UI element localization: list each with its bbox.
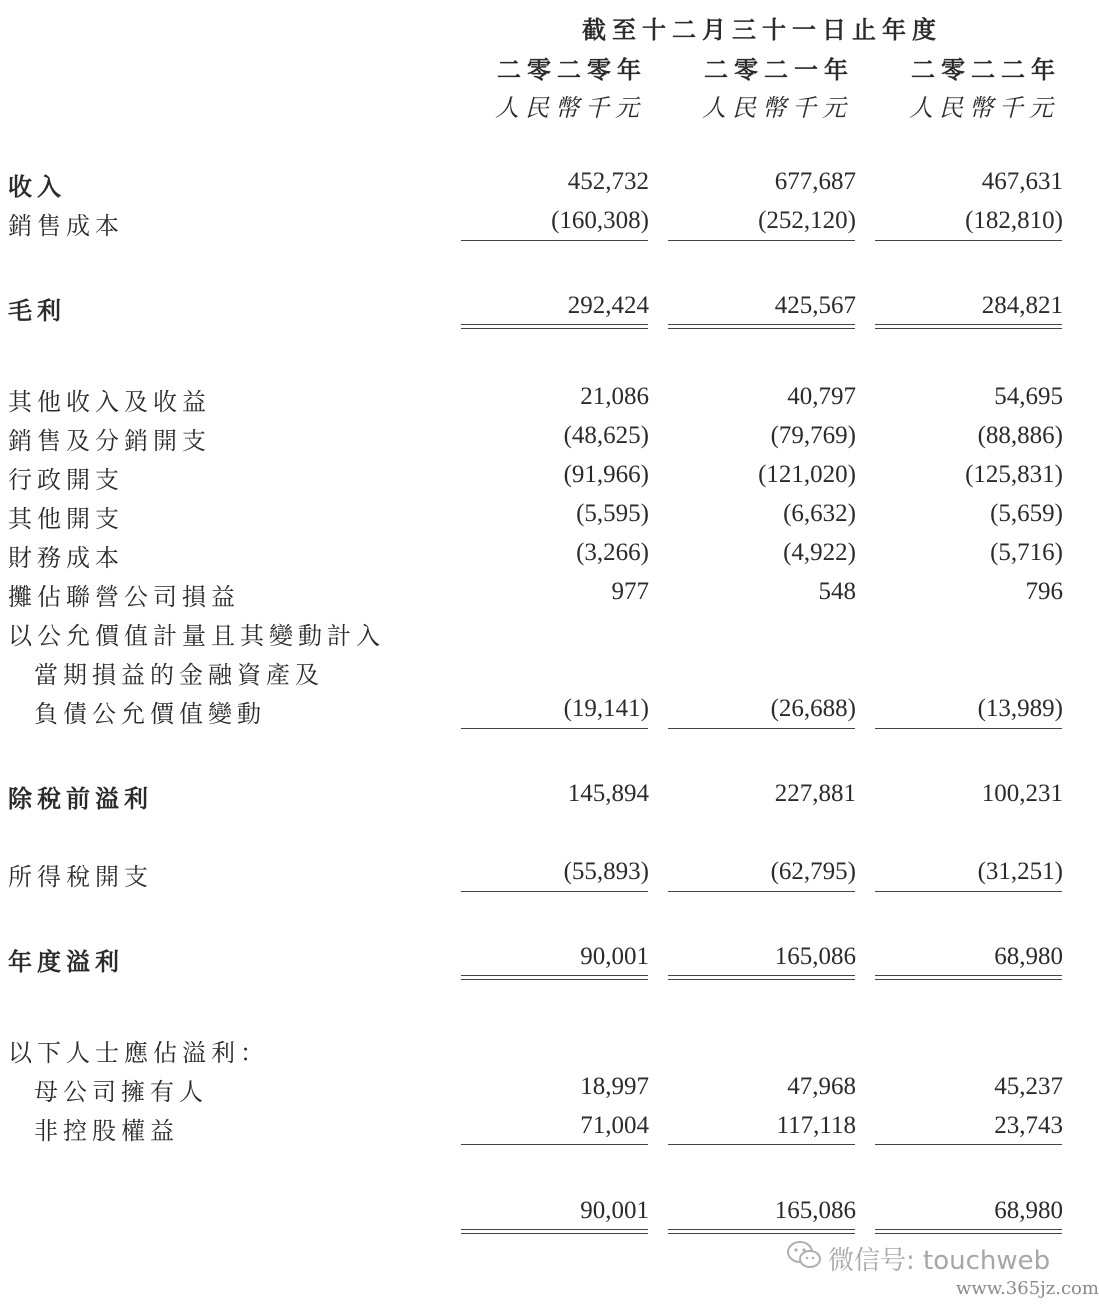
profit-for-year-2020: 90,001 [580, 943, 649, 970]
cost-of-sales-2022: (182,810) [965, 207, 1063, 234]
row-label-other-income: 其他收入及收益 [8, 388, 211, 416]
admin-expenses-2020: (91,966) [563, 461, 649, 488]
total-double-rule [461, 975, 648, 980]
row-label-attributable: 以下人士應佔溢利： [8, 1039, 269, 1067]
admin-expenses-2021: (121,020) [758, 461, 856, 488]
year-header-2022: 二零二二年 [911, 56, 1061, 84]
income-tax-2022: (31,251) [977, 858, 1063, 885]
row-label-profit-before-tax: 除稅前溢利 [8, 785, 153, 813]
revenue-2022: 467,631 [981, 168, 1063, 195]
non-controlling-2020: 71,004 [580, 1112, 649, 1139]
share-of-associate-2021: 548 [818, 578, 856, 605]
subtotal-rule [668, 240, 855, 241]
total-2021: 165,086 [774, 1197, 856, 1224]
fair-value-change-2022: (13,989) [977, 695, 1063, 722]
other-income-2020: 21,086 [580, 383, 649, 410]
selling-expenses-2020: (48,625) [563, 422, 649, 449]
total-2022: 68,980 [994, 1197, 1063, 1224]
row-label-gross-profit: 毛利 [8, 297, 66, 325]
owners-of-parent-2021: 47,968 [787, 1073, 856, 1100]
profit-before-tax-2021: 227,881 [774, 780, 856, 807]
income-tax-2021: (62,795) [770, 858, 856, 885]
subtotal-rule [668, 891, 855, 892]
row-label-selling-expenses: 銷售及分銷開支 [8, 427, 211, 455]
wechat-icon [786, 1240, 822, 1270]
total-double-rule [875, 324, 1062, 329]
watermark-site: www.365jz.com [956, 1278, 1099, 1299]
unit-header-2020: 人民幣千元 [495, 94, 645, 122]
subtotal-rule [461, 891, 648, 892]
unit-header-2022: 人民幣千元 [909, 94, 1059, 122]
year-header-2020: 二零二零年 [497, 56, 647, 84]
watermark-wechat: 微信号: touchweb [828, 1246, 1051, 1276]
revenue-2021: 677,687 [774, 168, 856, 195]
cost-of-sales-2020: (160,308) [551, 207, 649, 234]
period-header: 截至十二月三十一日止年度 [582, 16, 942, 44]
subtotal-rule [875, 728, 1062, 729]
share-of-associate-2020: 977 [611, 578, 649, 605]
total-double-rule [875, 1229, 1062, 1234]
non-controlling-2021: 117,118 [776, 1112, 856, 1139]
other-expenses-2020: (5,595) [576, 500, 649, 527]
row-label-profit-for-year: 年度溢利 [8, 948, 124, 976]
row-label-fair-value-line-1: 以公允價值計量且其變動計入 [8, 622, 385, 650]
selling-expenses-2022: (88,886) [977, 422, 1063, 449]
selling-expenses-2021: (79,769) [770, 422, 856, 449]
subtotal-rule [461, 728, 648, 729]
row-label-income-tax: 所得稅開支 [8, 863, 153, 891]
total-double-rule [461, 1229, 648, 1234]
owners-of-parent-2022: 45,237 [994, 1073, 1063, 1100]
finance-costs-2021: (4,922) [783, 539, 856, 566]
row-label-cost-of-sales: 銷售成本 [8, 212, 124, 240]
gross-profit-2021: 425,567 [774, 292, 856, 319]
revenue-2020: 452,732 [567, 168, 649, 195]
other-income-2021: 40,797 [787, 383, 856, 410]
owners-of-parent-2020: 18,997 [580, 1073, 649, 1100]
fair-value-change-2020: (19,141) [563, 695, 649, 722]
row-label-owners-of-parent: 母公司擁有人 [34, 1078, 208, 1106]
row-label-non-controlling: 非控股權益 [34, 1117, 179, 1145]
income-tax-2020: (55,893) [563, 858, 649, 885]
row-label-finance-costs: 財務成本 [8, 544, 124, 572]
other-income-2022: 54,695 [994, 383, 1063, 410]
total-double-rule [461, 324, 648, 329]
non-controlling-2022: 23,743 [994, 1112, 1063, 1139]
profit-before-tax-2022: 100,231 [981, 780, 1063, 807]
profit-for-year-2021: 165,086 [774, 943, 856, 970]
subtotal-rule [668, 728, 855, 729]
cost-of-sales-2021: (252,120) [758, 207, 856, 234]
profit-for-year-2022: 68,980 [994, 943, 1063, 970]
admin-expenses-2022: (125,831) [965, 461, 1063, 488]
row-label-share-of-associate: 攤佔聯營公司損益 [8, 583, 240, 611]
row-label-other-expenses: 其他開支 [8, 505, 124, 533]
total-double-rule [875, 975, 1062, 980]
subtotal-rule [461, 1144, 648, 1145]
finance-costs-2022: (5,716) [990, 539, 1063, 566]
finance-costs-2020: (3,266) [576, 539, 649, 566]
unit-header-2021: 人民幣千元 [702, 94, 852, 122]
year-header-2021: 二零二一年 [704, 56, 854, 84]
row-label-fair-value-line-3: 負債公允價值變動 [34, 700, 266, 728]
subtotal-rule [668, 1144, 855, 1145]
other-expenses-2022: (5,659) [990, 500, 1063, 527]
subtotal-rule [461, 240, 648, 241]
subtotal-rule [875, 1144, 1062, 1145]
total-double-rule [668, 975, 855, 980]
gross-profit-2020: 292,424 [567, 292, 649, 319]
total-double-rule [668, 1229, 855, 1234]
row-label-revenue: 收入 [8, 173, 66, 201]
fair-value-change-2021: (26,688) [770, 695, 856, 722]
row-label-fair-value-line-2: 當期損益的金融資產及 [34, 661, 324, 689]
subtotal-rule [875, 240, 1062, 241]
subtotal-rule [875, 891, 1062, 892]
profit-before-tax-2020: 145,894 [567, 780, 649, 807]
total-double-rule [668, 324, 855, 329]
row-label-admin-expenses: 行政開支 [8, 466, 124, 494]
total-2020: 90,001 [580, 1197, 649, 1224]
other-expenses-2021: (6,632) [783, 500, 856, 527]
gross-profit-2022: 284,821 [981, 292, 1063, 319]
share-of-associate-2022: 796 [1025, 578, 1063, 605]
